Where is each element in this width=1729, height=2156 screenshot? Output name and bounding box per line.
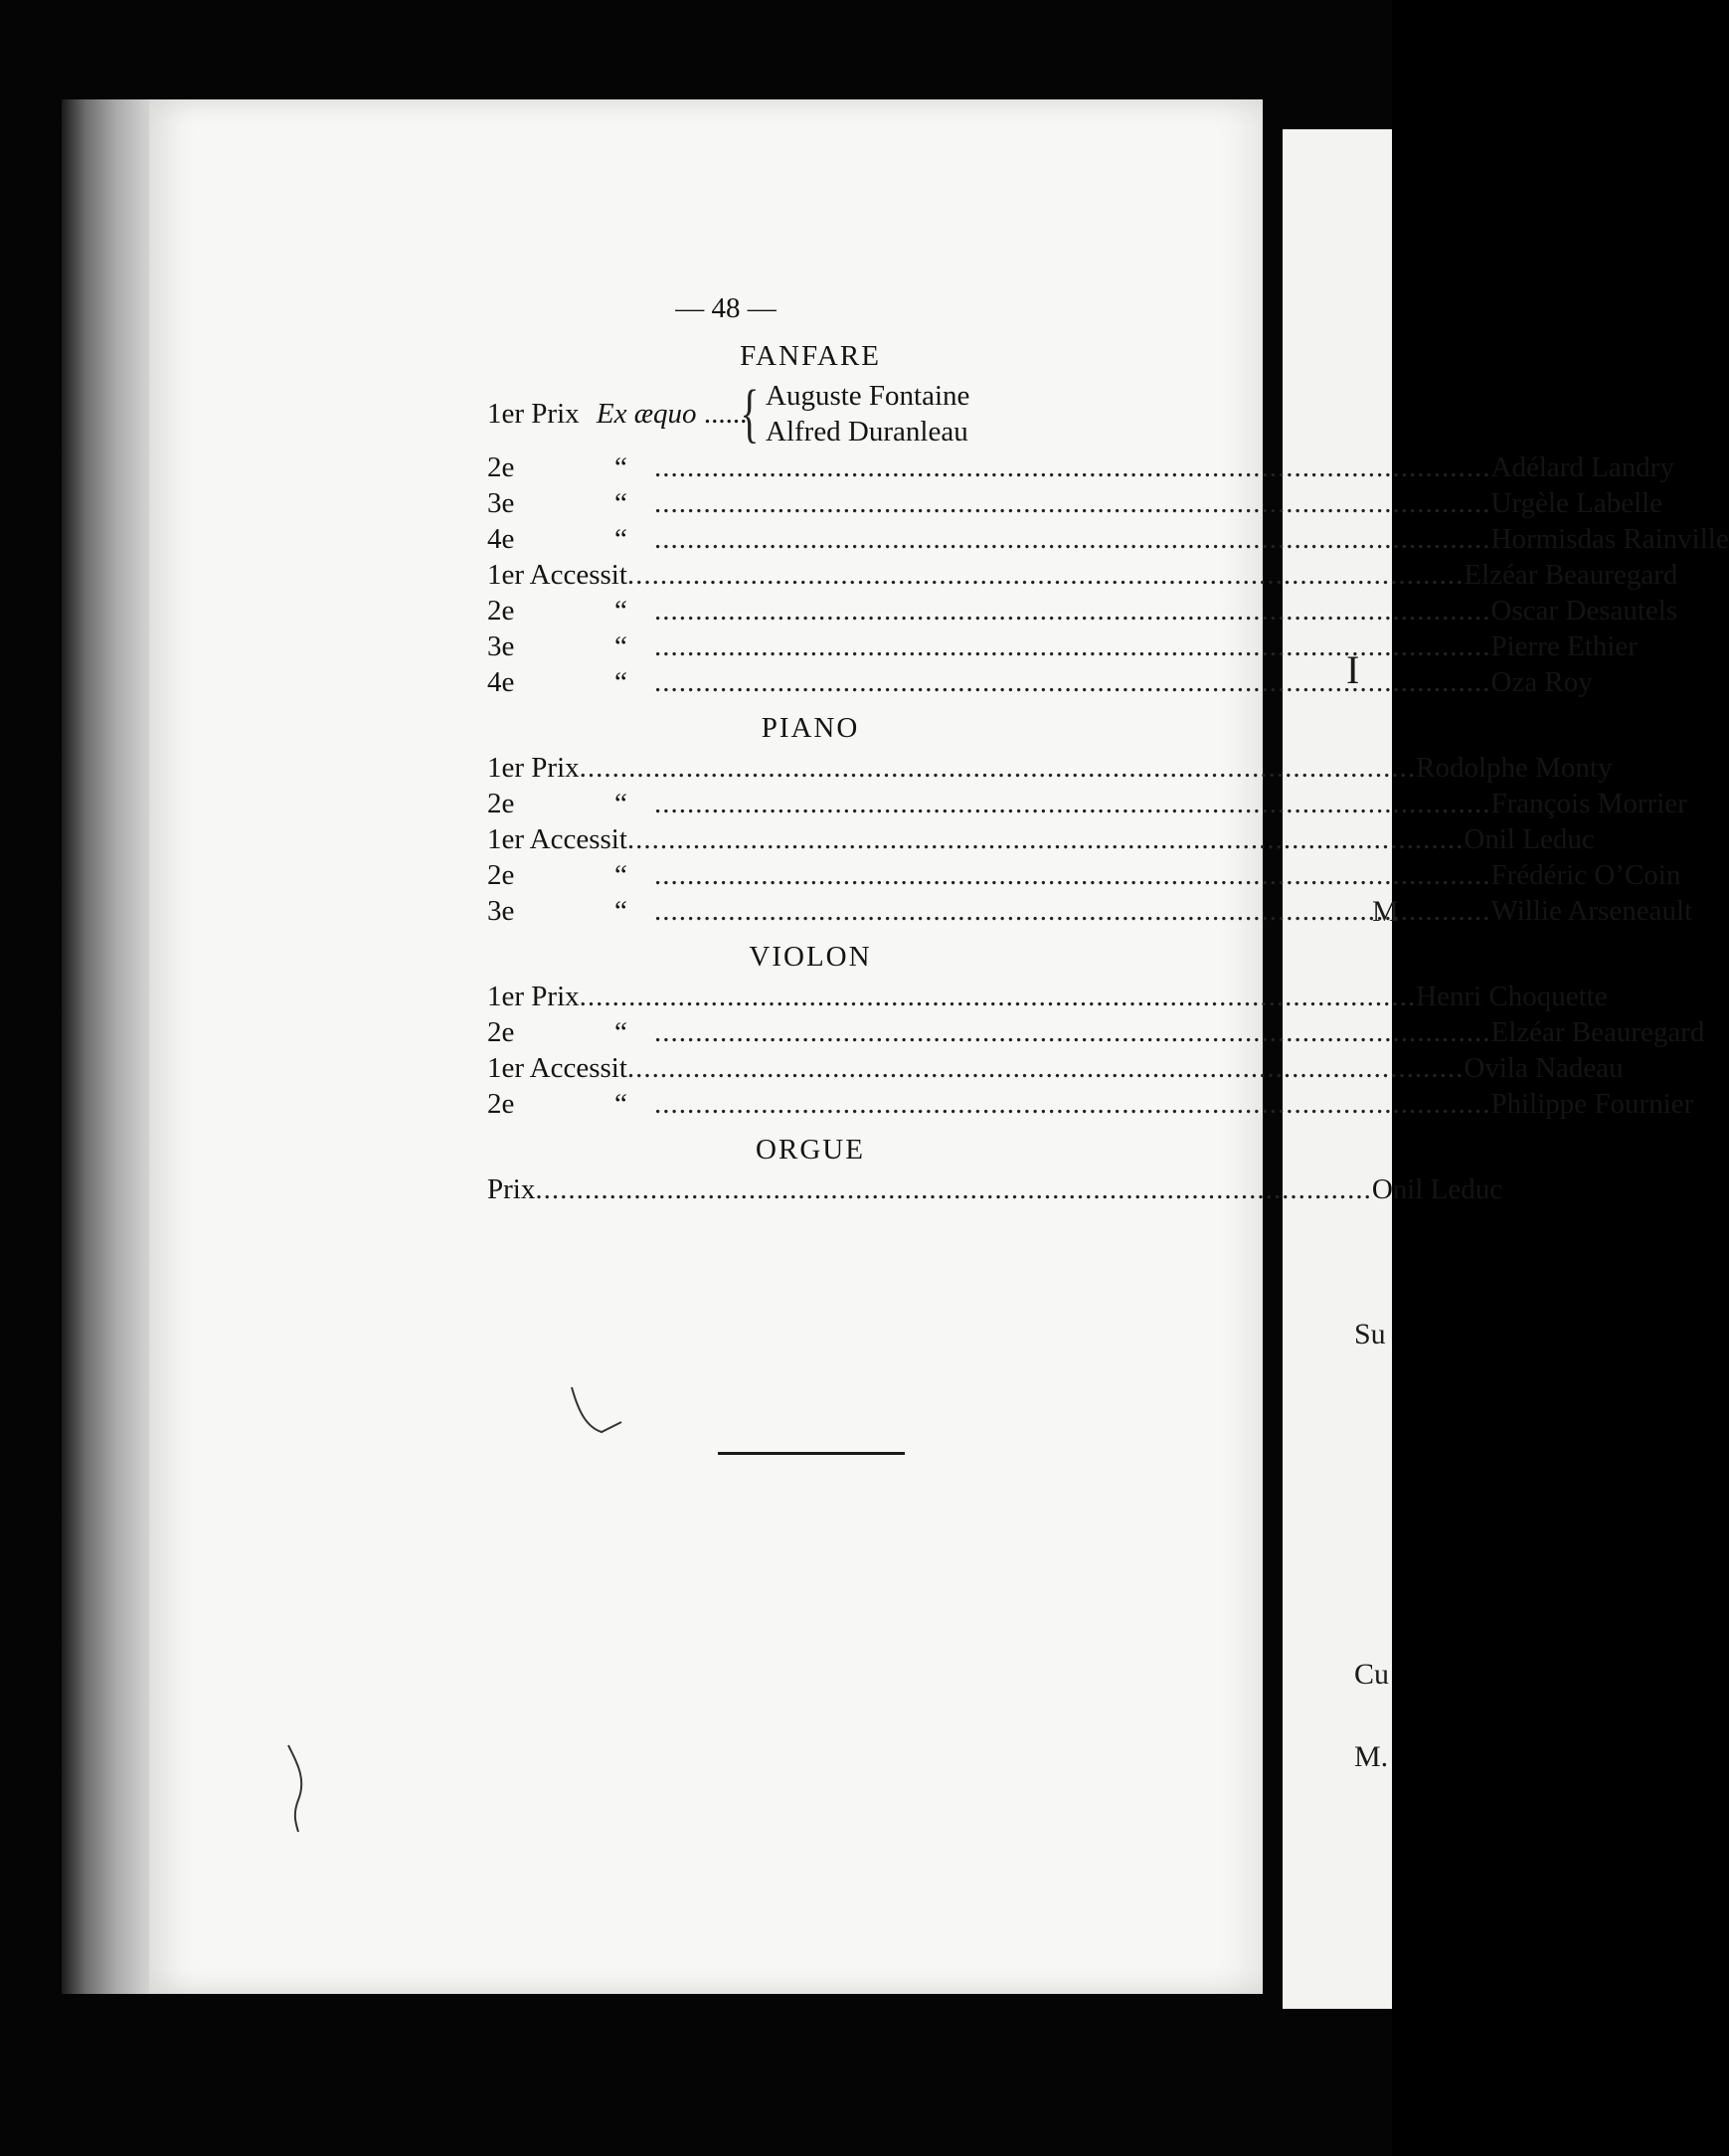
ditto-mark: “ [614, 595, 627, 627]
prize-row [487, 857, 1681, 893]
prize-row [487, 893, 1693, 929]
prize-row [487, 1171, 1503, 1207]
ditto-mark: “ [614, 630, 627, 662]
prize-row [487, 521, 1729, 557]
winner-name: Onil Leduc [1371, 1173, 1503, 1205]
prize-rank: 1er Prix [487, 981, 580, 1012]
prize-rank: 4e [487, 523, 515, 555]
winner-name: Rodolphe Monty [1416, 752, 1613, 784]
prize-list [487, 288, 1729, 1207]
ditto-mark: “ [614, 895, 627, 927]
winner-name: Onil Leduc [1464, 823, 1595, 855]
leader-dots [654, 521, 1491, 557]
prize-row [487, 485, 1663, 521]
winner-name: Willie Arseneault [1490, 895, 1693, 927]
leader-dots [627, 557, 1465, 593]
leader-dots [654, 857, 1491, 893]
winner-name: Oscar Desautels [1490, 595, 1678, 627]
winner-name: Oza Roy [1490, 666, 1593, 698]
prize-row [487, 821, 1595, 857]
ditto-mark: “ [614, 487, 627, 519]
leader-dots [654, 1014, 1491, 1050]
prize-row [487, 593, 1678, 629]
ditto-mark: “ [614, 1016, 627, 1048]
prize-row [487, 664, 1593, 700]
winner-name: Elzéar Beauregard [1490, 1016, 1705, 1048]
prize-rank: Prix [487, 1173, 536, 1205]
ditto-mark: “ [614, 523, 627, 555]
prize-rank: 2e [487, 451, 515, 483]
prize-row [487, 979, 1608, 1014]
prize-row [487, 1014, 1705, 1050]
section-title-orgue: ORGUE [756, 1134, 865, 1166]
prize-rank: 2e [487, 859, 515, 891]
winner-name: François Morrier [1490, 788, 1687, 819]
winner-name: Urgèle Labelle [1490, 487, 1663, 519]
pencil-mark [567, 1382, 636, 1442]
winner-name: Alfred Duranleau [766, 416, 968, 448]
winner-name: Hormisdas Rainville [1490, 523, 1729, 555]
leader-dots [654, 664, 1491, 700]
winner-name: Frédéric O’Coin [1490, 859, 1681, 891]
prize-rank: 2e [487, 1016, 515, 1048]
facing-fragment: M. [1354, 1740, 1389, 1773]
leader-dots [580, 750, 1417, 786]
leader-dots [654, 1086, 1491, 1122]
prize-row [487, 750, 1613, 786]
prize-rank: 1er Accessit [487, 1052, 627, 1084]
ex-aequo-note: Ex æquo [596, 397, 697, 430]
prize-rank: 4e [487, 666, 515, 698]
prize-rank: 1er Accessit [487, 823, 627, 855]
ditto-mark: “ [614, 859, 627, 891]
tied-winners [766, 378, 969, 449]
prize-row [487, 378, 1133, 449]
prize-rank: 3e [487, 895, 515, 927]
leader-dots [535, 1171, 1372, 1207]
winner-name: Pierre Ethier [1490, 630, 1638, 662]
winner-name: Adélard Landry [1490, 451, 1674, 483]
ditto-mark: “ [614, 788, 627, 819]
prize-row [487, 557, 1678, 593]
prize-row [487, 629, 1638, 664]
section-title-fanfare: FANFARE [740, 340, 881, 372]
leader-dots [654, 629, 1491, 664]
winner-name: Philippe Fournier [1490, 1088, 1694, 1120]
prize-rank: 2e [487, 595, 515, 627]
section-title-violon: VIOLON [749, 941, 872, 973]
facing-fragment: I [1346, 647, 1360, 692]
leader-dots [654, 786, 1491, 821]
winner-name: Elzéar Beauregard [1464, 559, 1678, 591]
prize-rank: 2e [487, 788, 515, 819]
prize-rank: 1er Prix Ex æquo ...... [487, 397, 748, 430]
leader-dots [654, 449, 1491, 485]
ditto-mark: “ [614, 451, 627, 483]
leader-dots [580, 979, 1417, 1014]
leader-dots [654, 893, 1491, 929]
page-number: — 48 — [675, 292, 777, 324]
leader-dots [627, 1050, 1465, 1086]
ditto-mark: “ [614, 1088, 627, 1120]
section-title-piano: PIANO [761, 712, 860, 744]
prize-row [487, 449, 1674, 485]
leader-dots [654, 485, 1491, 521]
brace-mark: { [740, 377, 760, 449]
prize-rank: 3e [487, 630, 515, 662]
leader-dots [654, 593, 1491, 629]
prize-row [487, 1050, 1624, 1086]
prize-rank: 3e [487, 487, 515, 519]
prize-rank: 1er Accessit [487, 559, 627, 591]
prize-rank: 1er Prix [487, 752, 580, 784]
ditto-mark: “ [614, 666, 627, 698]
facing-fragment: Cu [1354, 1658, 1390, 1691]
facing-fragment: M [1372, 895, 1399, 928]
prize-rank: 2e [487, 1088, 515, 1120]
pencil-mark [278, 1740, 318, 1840]
prize-row [487, 1086, 1694, 1122]
closing-rule [718, 1452, 905, 1455]
winner-name: Auguste Fontaine [766, 380, 970, 412]
winner-name: Henri Choquette [1416, 981, 1608, 1012]
leader-dots [627, 821, 1465, 857]
prize-row [487, 786, 1687, 821]
winner-name: Ovila Nadeau [1464, 1052, 1624, 1084]
facing-fragment: Su [1354, 1318, 1386, 1350]
